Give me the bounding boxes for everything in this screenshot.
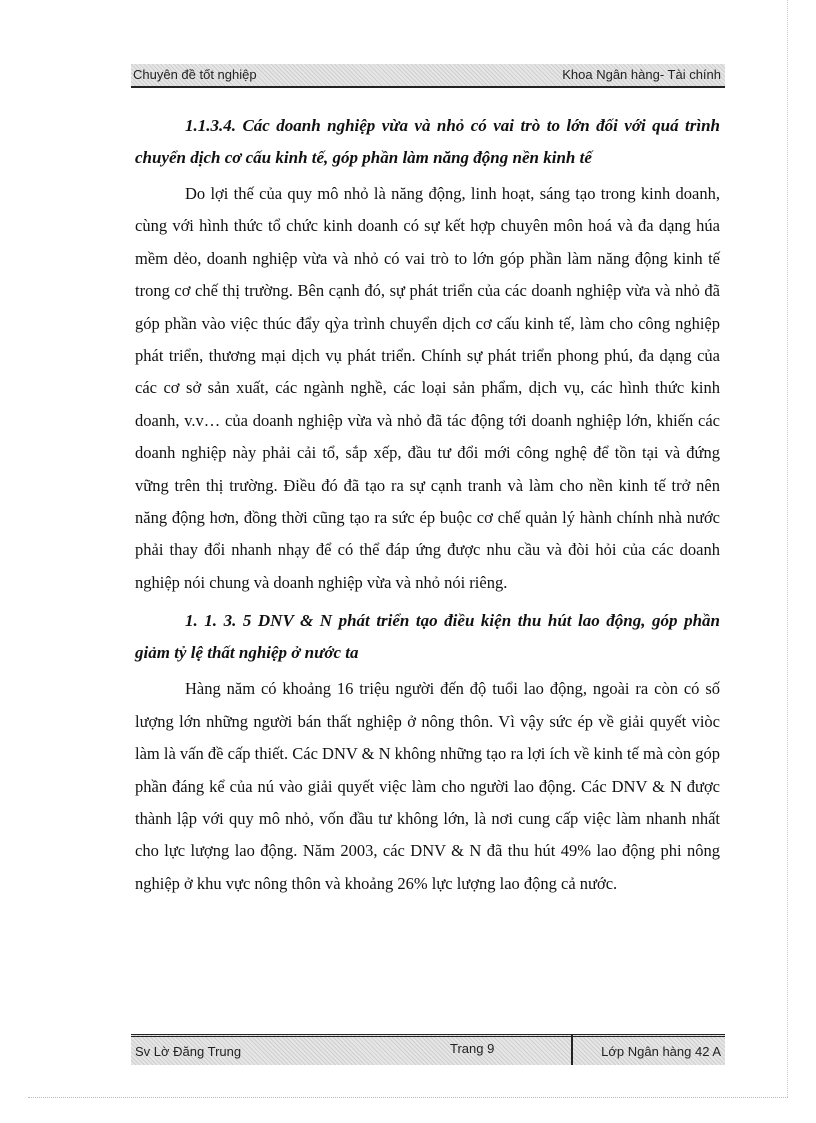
footer-page-number: Trang 9 bbox=[450, 1041, 495, 1056]
page-header bbox=[131, 64, 725, 88]
footer-class: Lớp Ngân hàng 42 A bbox=[601, 1044, 721, 1059]
footer-divider bbox=[571, 1034, 573, 1065]
footer-author: Sv Lờ Đăng Trung bbox=[135, 1044, 242, 1059]
section-paragraph-1: Do lợi thế của quy mô nhỏ là năng động, linh hoạt, sáng tạo trong kinh doanh, cùng với hình thức tổ chức kinh doanh có sự kết hợp chuyên môn hoá và đa dạng húa mềm dẻo, doanh nghiệp vừa và nhỏ có vai trò to lớn góp phần làm năng động kinh tế trong cơ chế thị trường. Bên cạnh đó, sự phát triển của các doanh nghiệp vừa và nhỏ đã góp phần vào việc thúc đẩy qỳa trình chuyển dịch cơ cấu kinh tế, làm cho công nghiệp phát triển, thương mại dịch vụ phát triển. Chính sự phát triển phong phú, đa dạng của các cơ sở sản xuất, các ngành nghề, các loại sản phẩm, dịch vụ, các hình thức kinh doanh, v.v… của doanh nghiệp vừa và nhỏ đã tác động tới doanh nghiệp lớn, khiến các doanh nghiệp này phải cải tổ, sắp xếp, đầu tư đổi mới công nghệ để tồn tại và đứng vững trên thị trường. Điều đó đã tạo ra sự cạnh tranh và làm cho nền kinh tế trở nên năng động hơn, đồng thời cũng tạo ra sức ép buộc cơ chế quản lý hành chính nhà nước phải thay đổi nhanh nhạy để có thể đáp ứng được nhu cầu và đòi hỏi của các doanh nghiệp nói chung và doanh nghiệp vừa và nhỏ nói riêng. bbox=[135, 184, 720, 592]
section-heading-2: 1. 1. 3. 5 DNV & N phát triển tạo điều kiện thu hút lao động, góp phần giảm tỷ lệ thất nghiệp ở nước ta bbox=[135, 611, 720, 663]
page-right-edge bbox=[787, 0, 788, 1097]
page-bottom-edge bbox=[28, 1097, 788, 1098]
page-footer bbox=[131, 1034, 725, 1065]
header-left-text: Chuyên đề tốt nghiệp bbox=[133, 67, 257, 82]
document-body bbox=[135, 110, 720, 900]
header-right-text: Khoa Ngân hàng- Tài chính bbox=[562, 67, 721, 82]
section-heading-1: 1.1.3.4. Các doanh nghiệp vừa và nhỏ có vai trò to lớn đối với quá trình chuyển dịch cơ cấu kinh tế, góp phần làm năng động nền kinh tế bbox=[135, 116, 720, 167]
section-paragraph-2: Hàng năm có khoảng 16 triệu người đến độ tuổi lao động, ngoài ra còn có số lượng lớn những người bán thất nghiệp ở nông thôn. Vì vậy sức ép về giải quyết viòc làm là vấn đề cấp thiết. Các DNV & N không những tạo ra lợi ích về kinh tế mà còn góp phần đáng kể của nú vào giải quyết việc làm cho người lao động. Các DNV & N được thành lập với quy mô nhỏ, vốn đầu tư không lớn, là nơi cung cấp việc làm nhanh nhất cho lực lượng lao động. Năm 2003, các DNV & N đã thu hút 49% lao động phi nông nghiệp ở khu vực nông thôn và khoảng 26% lực lượng lao động cả nước. bbox=[135, 679, 720, 893]
